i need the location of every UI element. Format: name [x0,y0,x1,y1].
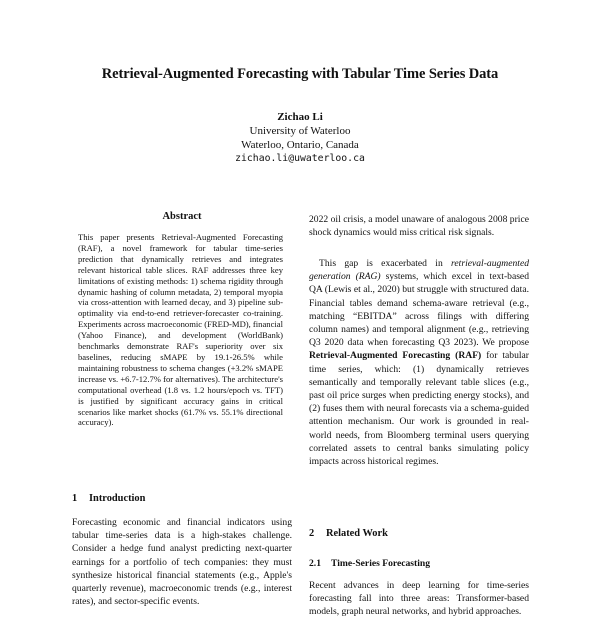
related-work-paragraph: Recent advances in deep learning for time-series forecasting fall into three areas: Transformer-based models, graph neural networks, and hybrid approaches. [309,580,529,618]
paper-title: Retrieval-Augmented Forecasting with Tabular Time Series Data [101,66,499,82]
right-column-paragraph-2 [309,257,529,468]
para2-text-c: for tabular time series, which: (1) dynamically retrieves semantically and temporally relevant table slices (e.g., past oil price surges when predicting energy stocks), and (2) fuses them with neural forecasts via a schema-guided attention mechanism. Our work is grounded in real-world needs, from Bloomberg terminal users querying correlated assets to central banks simulating policy impacts across historical regimes. [309,350,530,468]
section-1-number: 1 [72,493,78,504]
right-column-paragraph-1: 2022 oil crisis, a model unaware of analogous 2008 price shock dynamics would miss critical risk signals. [309,214,529,239]
abstract-heading: Abstract [162,211,202,222]
para2-italic: retrieval-augmented generation (RAG) [309,258,529,283]
author-location: Waterloo, Ontario, Canada [241,139,359,151]
section-1-heading [72,493,145,504]
author-affiliation: University of Waterloo [249,125,351,137]
author-email[interactable]: zichao.li@uwaterloo.ca [235,153,365,164]
author-name: Zichao Li [277,111,323,123]
subsection-2-1-number: 2.1 [309,558,321,569]
para2-bold: Retrieval-Augmented Forecasting (RAF) [309,350,482,362]
section-2-heading [309,528,388,539]
section-2-title: Related Work [326,528,388,539]
introduction-paragraph: Forecasting economic and financial indicators using tabular time-series data is a high-stakes challenge. Consider a hedge fund analyst predicting next-quarter earnings for a portfolio of tech companies: they must synthesize historical financial statements (e.g., Apple's quarterly revenue), macroeconomic trends (e.g., interest rates), and sector-specific events. [72,517,292,608]
para2-text-a: This gap is exacerbated in [319,258,452,269]
subsection-2-1-title: Time-Series Forecasting [331,558,431,569]
subsection-2-1-heading [309,558,430,569]
section-2-number: 2 [309,528,315,539]
para2-text-b: systems, which excel in text-based QA (Lewis et al., 2020) but struggle with structured data. Financial tables demand schema-aware retrieval (e.g., matching “EBITDA” across filings with differing column names) and temporal alignment (e.g., retrieving Q3 2020 data when forecasting Q3 2023). We propose [309,271,529,349]
section-1-title: Introduction [89,493,146,504]
abstract-text: This paper presents Retrieval-Augmented Forecasting (RAF), a novel framework for tabular time-series prediction that dynamically retrieves and integrates relevant historical table slices. RAF addresses three key limitations of existing methods: 1) schema rigidity through dynamic hashing of column metadata, 2) temporal myopia via cross-attention with learned decay, and 3) pipeline sub-optimality via end-to-end retriever-forecaster co-training. Experiments across macroeconomic (FRED-MD), financial (Yahoo Finance), and development (WorldBank) benchmarks demonstrate RAF's superiority over six baselines, reducing sMAPE by 19.1-26.5% while maintaining robustness to schema changes (+3.2% sMAPE increase vs. +6.7-12.7% for alternatives). The architecture's computational overhead (1.8 vs. 1.2 hours/epoch vs. TFT) is justified by significant accuracy gains in critical scenarios like market shocks (61.7% vs. 55.1% directional accuracy). [78,232,283,428]
